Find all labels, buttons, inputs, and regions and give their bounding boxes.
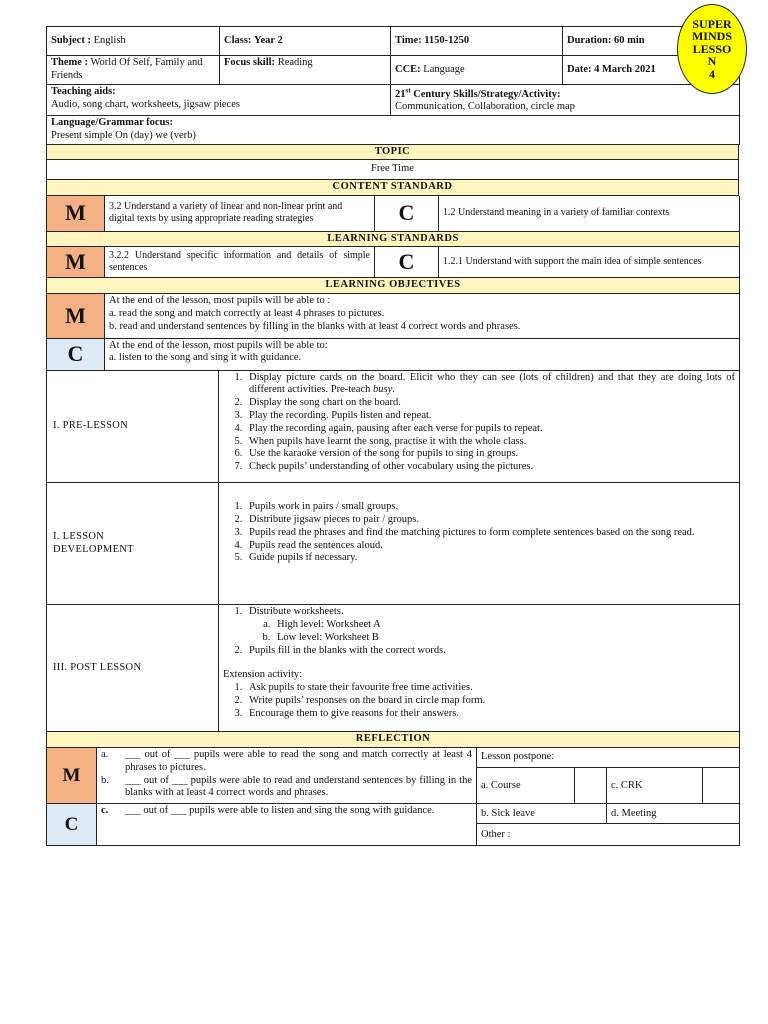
other-reason-field[interactable]: Other :	[477, 824, 740, 846]
post-lesson-label: III. POST LESSON	[47, 605, 219, 732]
learning-standards-m-text: 3.2.2 Understand specific information and details of simple sentences	[105, 247, 375, 278]
date-cell: Date: 4 March 2021	[563, 56, 740, 85]
lesson-development-step: 1. Pupils work in pairs / small groups.	[245, 501, 735, 514]
pre-lesson-step: 4. Play the recording again, pausing after each verse for pupils to repeat.	[245, 423, 735, 436]
objectives-table	[46, 294, 740, 371]
pre-lesson-step: 1. Display picture cards on the board. Elicit who they can see (lots of children) and that they are doing lots of different activities. Pre-teach busy.	[245, 372, 735, 398]
learning-standards-c-text: 1.2.1 Understand with support the main idea of simple sentences	[439, 247, 740, 278]
pre-lesson-step: 3. Play the recording. Pupils listen and repeat.	[245, 410, 735, 423]
objectives-c-text: At the end of the lesson, most pupils will be able to: a. listen to the song and sing it with guidance.	[105, 338, 740, 370]
crk-checkbox[interactable]	[703, 768, 740, 804]
topic-value: Free Time	[47, 160, 739, 180]
post-lesson-step: 2. Pupils fill in the blanks with the correct words.	[245, 645, 735, 658]
lesson-development-step: 3. Pupils read the phrases and find the matching pictures to form complete sentences based on the song read.	[245, 527, 735, 540]
lesson-development-step: 2. Distribute jigsaw pieces to pair / groups.	[245, 514, 735, 527]
learning-objectives-heading: LEARNING OBJECTIVES	[47, 278, 740, 294]
reflection-c-letter: C	[47, 804, 97, 846]
crk-option: c. CRK	[607, 768, 703, 804]
class-cell: Class: Year 2	[220, 27, 391, 56]
post-lesson-step: 1. Distribute worksheets. a. High level: Worksheet A b. Low level: Worksheet B	[245, 606, 735, 644]
learning-standards-m-letter: M	[47, 247, 105, 278]
reflection-m-text: a. ___ out of ___ pupils were able to read the song and match correctly at least 4 phrases to pictures. b. ___ out of ___ pupils were able to read and understand sentences by filling in the blanks with at least 4 correct words and phrases.	[97, 748, 477, 804]
objectives-m-letter: M	[47, 294, 105, 338]
lesson-development-step: 5. Guide pupils if necessary.	[245, 552, 735, 565]
pre-lesson-label: I. PRE-LESSON	[47, 371, 219, 483]
grammar-focus-cell: Language/Grammar focus: Present simple On (day) we (verb)	[47, 116, 740, 145]
learning-standards-c-letter: C	[375, 247, 439, 278]
objectives-m-text: At the end of the lesson, most pupils will be able to : a. read the song and match correctly at least 4 phrases to pictures. b. read and understand sentences by filling in the blanks with at least 4 correct words and phrases.	[105, 294, 740, 338]
course-option: a. Course	[477, 768, 575, 804]
learning-standards-heading: LEARNING STANDARDS	[47, 231, 740, 247]
course-checkbox[interactable]	[575, 768, 607, 804]
duration-cell: Duration: 60 min	[563, 27, 740, 56]
stages-table	[46, 371, 740, 748]
pre-lesson-step: 5. When pupils have learnt the song, practise it with the whole class.	[245, 436, 735, 449]
topic-heading: TOPIC	[47, 145, 739, 160]
sick-leave-option: b. Sick leave	[477, 804, 607, 824]
focus-skill-cell: Focus skill: Reading	[220, 56, 391, 85]
extension-step: 2. Write pupils’ responses on the board in circle map form.	[245, 695, 735, 708]
reflection-heading: REFLECTION	[47, 732, 740, 748]
content-standard-c-text: 1.2 Understand meaning in a variety of familiar contexts	[439, 196, 740, 231]
extension-heading: Extension activity:	[223, 669, 303, 681]
lesson-development-steps	[219, 483, 740, 605]
cce-cell: CCE: Language	[391, 56, 563, 85]
post-lesson-substep: a. High level: Worksheet A	[273, 619, 735, 632]
teaching-aids-cell: Teaching aids: Audio, song chart, worksheets, jigsaw pieces	[47, 85, 391, 116]
extension-step: 1. Ask pupils to state their favourite free time activities.	[245, 682, 735, 695]
reflection-table	[46, 748, 740, 847]
reflection-m-letter: M	[47, 748, 97, 804]
reflection-c-text: c. ___ out of ___ pupils were able to listen and sing the song with guidance.	[97, 804, 477, 846]
super-minds-lesson-badge: SUPER MINDS LESSO N 4	[677, 4, 747, 94]
content-standard-c-letter: C	[375, 196, 439, 231]
aids-table	[46, 85, 740, 145]
meeting-option: d. Meeting	[607, 804, 740, 824]
content-standard-heading: CONTENT STANDARD	[47, 180, 739, 196]
post-lesson-substep: b. Low level: Worksheet B	[273, 632, 735, 645]
time-cell: Time: 1150-1250	[391, 27, 563, 56]
lesson-development-step: 4. Pupils read the sentences aloud.	[245, 540, 735, 553]
post-lesson-steps	[219, 605, 740, 732]
objectives-c-letter: C	[47, 338, 105, 370]
lesson-development-label: I. LESSON DEVELOPMENT	[47, 483, 219, 605]
pre-lesson-step: 7. Check pupils’ understanding of other vocabulary using the pictures.	[245, 461, 735, 474]
lesson-plan	[46, 26, 739, 846]
content-standard-m-text: 3.2 Understand a variety of linear and non-linear print and digital texts by using appropriate reading strategies	[105, 196, 375, 231]
content-standard-m-letter: M	[47, 196, 105, 231]
subject-cell: Subject : English	[47, 27, 220, 56]
topic-table	[46, 145, 739, 196]
extension-step: 3. Encourage them to give reasons for their answers.	[245, 708, 735, 721]
century-skills-cell: 21st Century Skills/Strategy/Activity: Communication, Collaboration, circle map	[391, 85, 740, 116]
theme-cell: Theme : World Of Self, Family and Friends	[47, 56, 220, 85]
pre-lesson-steps	[219, 371, 740, 483]
header-table	[46, 26, 740, 85]
content-standard-table	[46, 196, 740, 294]
pre-lesson-step: 6. Use the karaoke version of the song for pupils to sing in groups.	[245, 448, 735, 461]
lesson-postpone-label: Lesson postpone:	[477, 748, 740, 768]
pre-lesson-step: 2. Display the song chart on the board.	[245, 397, 735, 410]
